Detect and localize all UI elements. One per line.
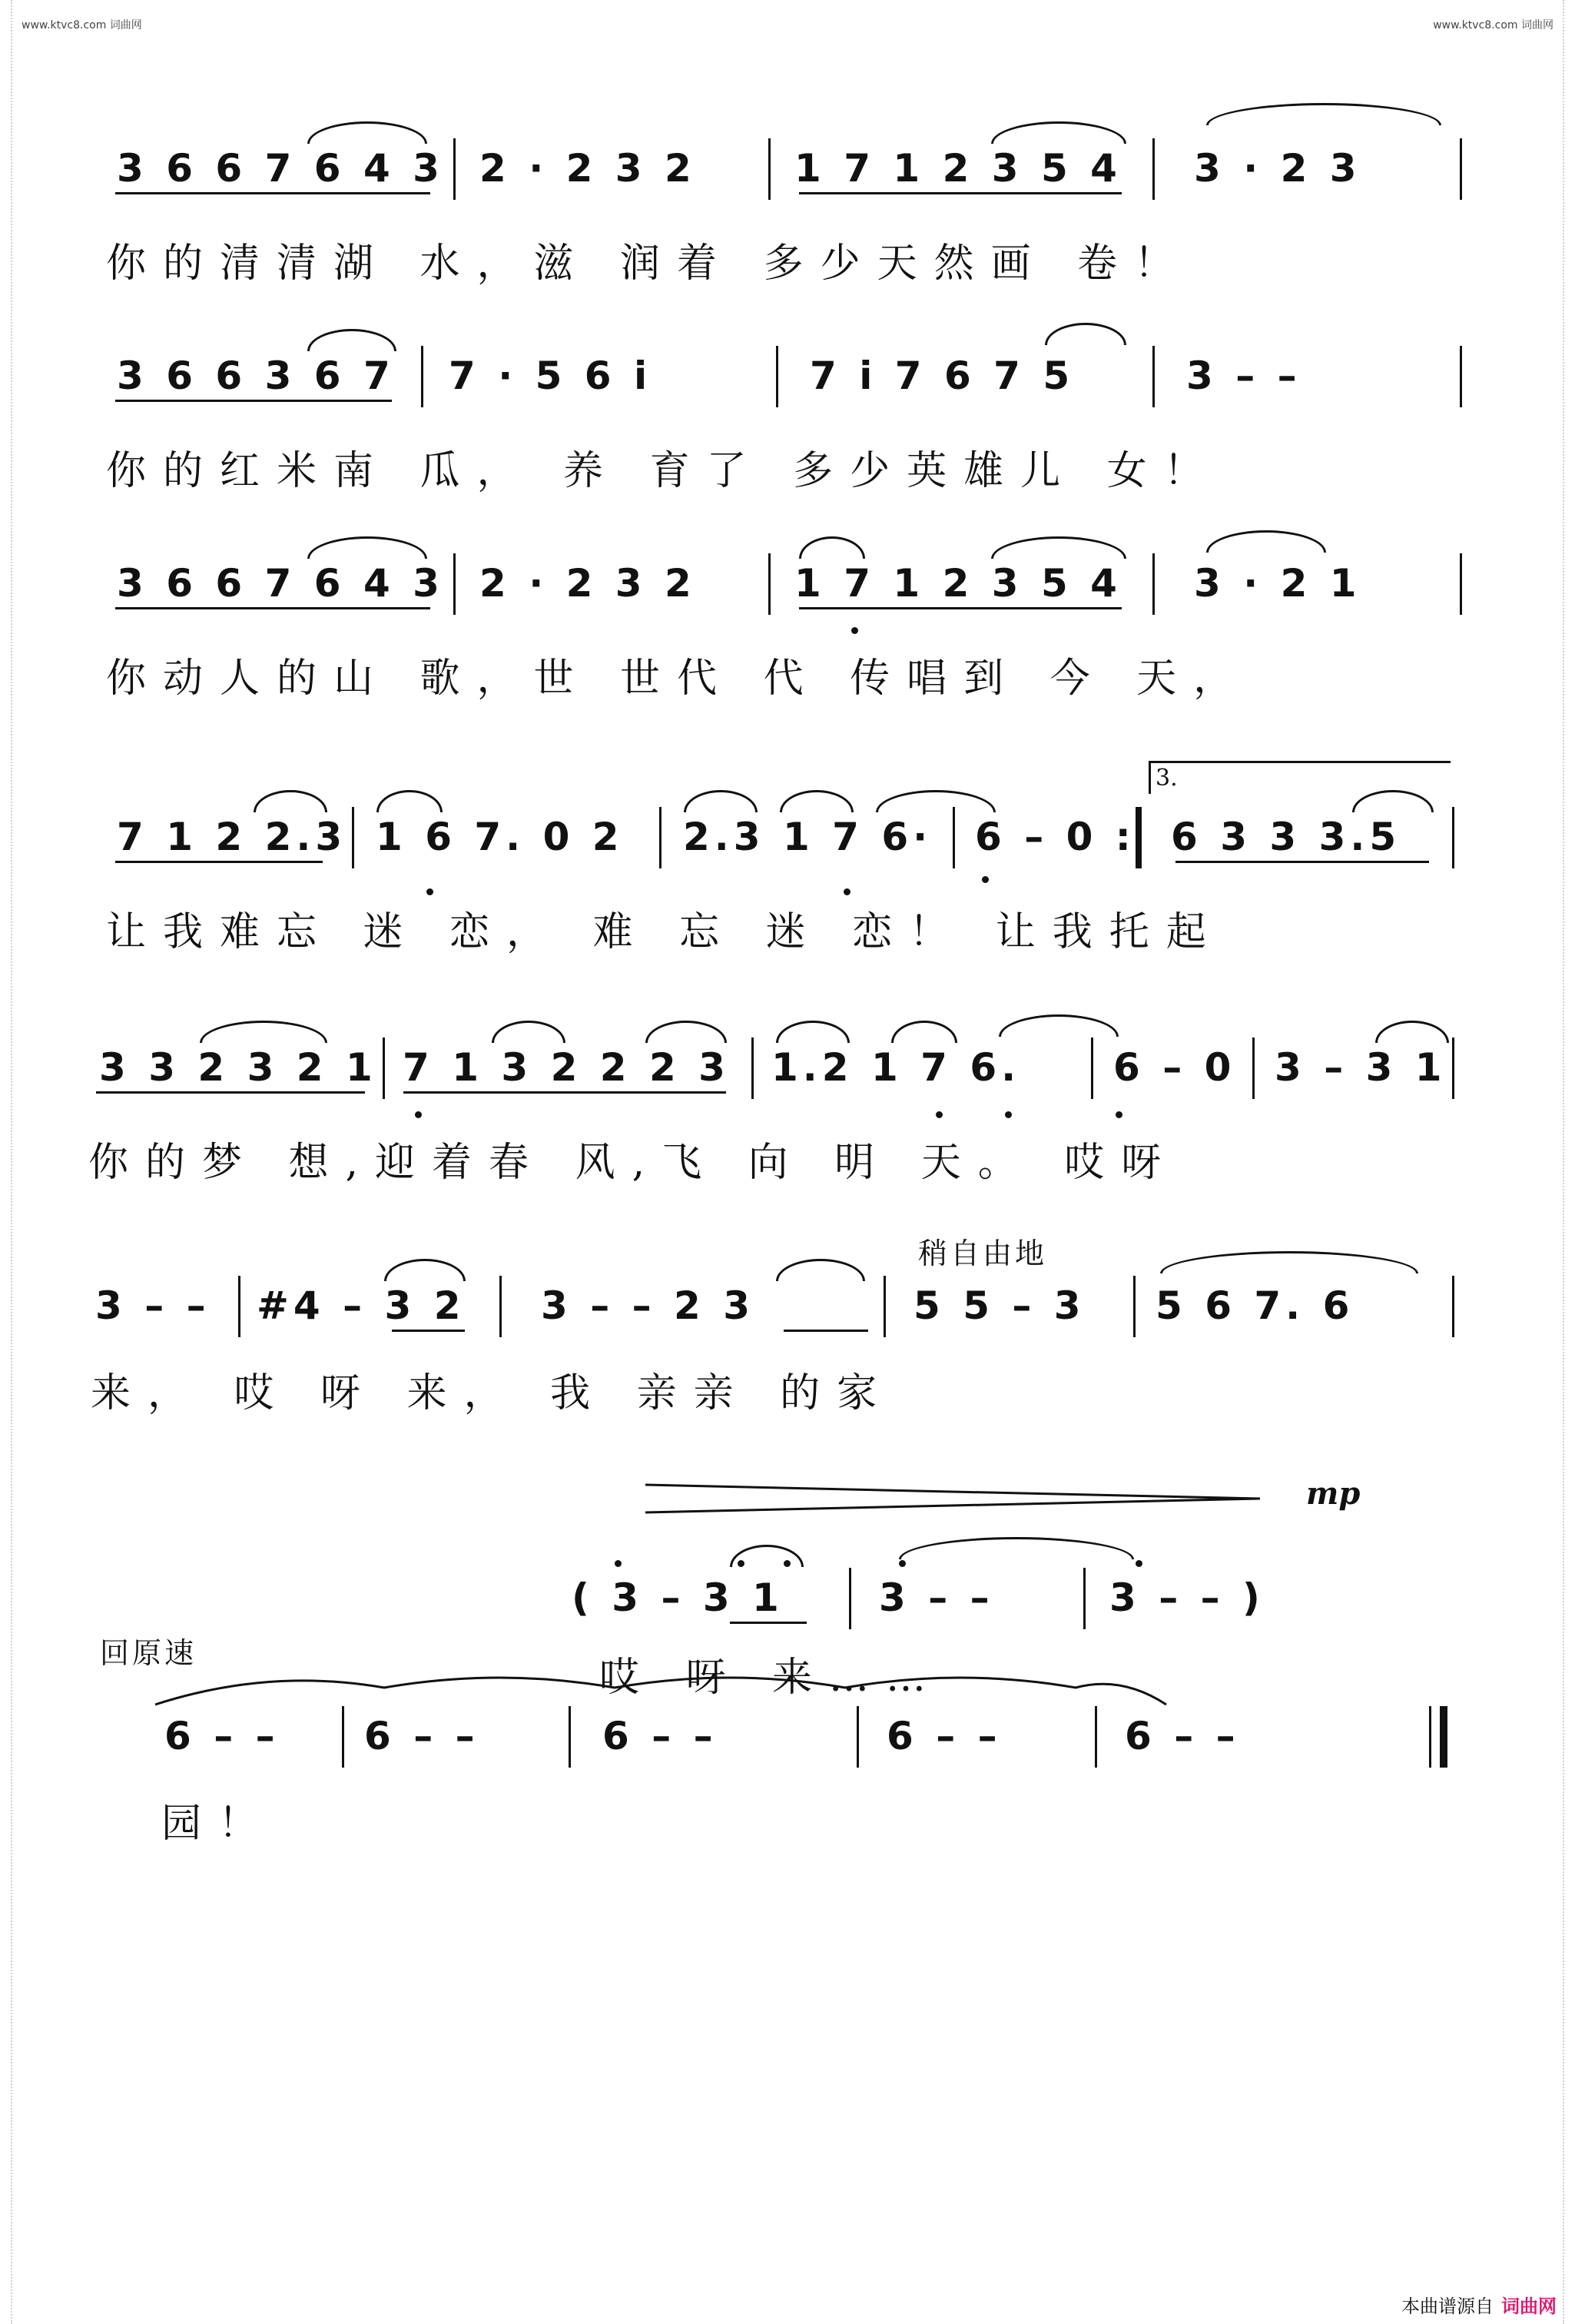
slur [780, 790, 854, 812]
barline [768, 553, 771, 615]
measure: #4 – 3 2 [257, 1283, 466, 1328]
notes-row-6 [85, 1283, 221, 1328]
notes-row-7 [868, 1575, 1005, 1620]
slur [1160, 1251, 1418, 1273]
notes-row-1 [784, 146, 1132, 191]
barline [1252, 1038, 1255, 1099]
measure: 7 1 2 2.3 [117, 815, 347, 859]
notes-row-6 [903, 1283, 1096, 1328]
tempo-marking: 稍自由地 [918, 1237, 1048, 1270]
notes-row-2 [106, 354, 406, 398]
barline [849, 1568, 851, 1629]
notes-row-8 [592, 1714, 728, 1758]
notes-row-7 [561, 1575, 794, 1620]
low-octave-dot [415, 1111, 422, 1118]
measure: 6 – – [364, 1714, 479, 1758]
measure: ( 3 – 3 1 [572, 1575, 784, 1620]
slur [384, 1259, 466, 1281]
beam [115, 861, 323, 863]
lyrics-row-6: 来， 哎 呀 来， 我 亲亲 的家 [91, 1370, 894, 1416]
notes-row-8 [1114, 1714, 1251, 1758]
measure: 6 – – [1125, 1714, 1240, 1758]
footer-credit [1401, 2291, 1557, 2318]
notes-row-8 [154, 1714, 290, 1758]
notes-row-2 [799, 354, 1085, 398]
measure: 1 7 1 2 3 5 4 [794, 146, 1122, 191]
barline [569, 1706, 571, 1768]
beam [115, 400, 392, 402]
notes-row-4 [672, 815, 943, 859]
slur [645, 1021, 727, 1043]
barline [1152, 553, 1155, 615]
beam [784, 1330, 868, 1332]
barline [453, 553, 456, 615]
high-octave-dot [1136, 1560, 1142, 1567]
notes-row-2 [438, 354, 662, 398]
barline [1152, 346, 1155, 407]
slur [307, 536, 427, 559]
slur [799, 536, 865, 559]
notes-row-4 [106, 815, 357, 859]
notes-row-1 [469, 146, 707, 191]
measure: 3 – – [95, 1283, 211, 1328]
volta-number: 3. [1156, 765, 1178, 792]
footer-brand[interactable]: 词曲网 [1501, 2296, 1557, 2317]
notes-row-5 [1102, 1045, 1246, 1090]
measure: 7 i 7 6 7 5 [810, 354, 1075, 398]
low-octave-dot [982, 876, 989, 883]
low-octave-dot [851, 627, 858, 634]
barline [1133, 1276, 1136, 1337]
high-octave-dot [899, 1560, 906, 1567]
barline [1460, 553, 1462, 615]
beam [799, 607, 1122, 609]
barline [1091, 1038, 1093, 1099]
notes-row-1 [106, 146, 455, 191]
beam [115, 607, 430, 609]
barline [453, 138, 456, 200]
barline [1452, 1038, 1454, 1099]
tempo-marking: 回原速 [100, 1636, 197, 1670]
notes-row-2 [1175, 354, 1312, 398]
measure: 3 3 2 3 2 1 [99, 1045, 377, 1090]
barline [751, 1038, 754, 1099]
notes-row-4 [1160, 815, 1411, 859]
barline [352, 807, 354, 868]
lyrics-row-8: 园！ [161, 1801, 276, 1847]
barline [1460, 346, 1462, 407]
slur [200, 1021, 327, 1043]
measure: 7 1 3 2 2 2 3 [403, 1045, 730, 1090]
left-margin-strip [0, 0, 12, 2324]
measure: 3 · 2 3 [1194, 146, 1361, 191]
barline [1452, 807, 1454, 868]
barline [857, 1706, 859, 1768]
slur [684, 790, 758, 812]
notes-row-4 [365, 815, 635, 859]
slur [254, 790, 327, 812]
measure: 3 – – 2 3 [541, 1283, 754, 1328]
notes-row-7 [1099, 1575, 1275, 1620]
slur [307, 329, 396, 351]
dynamic-marking: mp [1306, 1476, 1361, 1512]
final-barline-thick [1440, 1706, 1447, 1768]
barline [342, 1706, 344, 1768]
measure: 1.2 1 7 6. [771, 1045, 1021, 1090]
beam [392, 1330, 465, 1332]
measure: 6 – – [602, 1714, 718, 1758]
beam [730, 1622, 807, 1624]
lyrics-row-5: 你的梦 想,迎着春 风,飞 向 明 天。 哎呀 [88, 1140, 1179, 1186]
notes-row-8 [876, 1714, 1013, 1758]
measure: 3 – – ) [1109, 1575, 1265, 1620]
barline [1460, 138, 1462, 200]
notes-row-5 [392, 1045, 741, 1090]
notes-row-6 [246, 1283, 476, 1328]
notes-row-3 [106, 561, 455, 606]
header-left-watermark: www.ktvc8.com 词曲网 [22, 19, 142, 32]
notes-row-5 [1264, 1045, 1457, 1090]
measure: 3 6 6 3 6 7 [117, 354, 395, 398]
measure: 2 · 2 3 2 [479, 561, 696, 606]
measure: 3 – 3 1 [1275, 1045, 1447, 1090]
low-octave-dot [426, 888, 433, 895]
volta-bracket [1149, 761, 1451, 794]
measure: 5 5 – 3 [914, 1283, 1086, 1328]
slur [899, 1537, 1134, 1559]
decrescendo-hairpin [645, 1483, 1260, 1514]
measure: 5 6 7. 6 [1156, 1283, 1354, 1328]
beam [799, 192, 1122, 194]
notes-row-1 [1183, 146, 1372, 191]
notes-row-3 [1183, 561, 1372, 606]
right-margin-strip [1563, 0, 1575, 2324]
measure: 1 6 7. 0 2 [376, 815, 624, 859]
measure: 1 7 1 2 3 5 4 [794, 561, 1122, 606]
measure: 2.3 1 7 6· [683, 815, 933, 859]
notes-row-4 [964, 815, 1146, 859]
barline [659, 807, 662, 868]
notes-row-6 [530, 1283, 765, 1328]
slur [1206, 530, 1326, 553]
measure: 6 – 0 : [975, 815, 1136, 859]
low-octave-dot [936, 1111, 943, 1118]
lyrics-row-2: 你的红米南 瓜， 养 育了 多少英雄儿 女！ [106, 448, 1221, 494]
lyrics-row-7: 哎 呀 来…… [599, 1655, 943, 1701]
repeat-end-barline [1136, 807, 1142, 868]
measure: 3 – – [1186, 354, 1301, 398]
measure: 3 6 6 7 6 4 3 [117, 146, 444, 191]
slur [991, 536, 1126, 559]
slur [891, 1021, 957, 1043]
beam [1175, 861, 1429, 863]
measure: 3 – – [879, 1575, 994, 1620]
measure: 6 – 0 [1113, 1045, 1236, 1090]
beam [96, 1091, 365, 1094]
high-octave-dot [738, 1560, 744, 1567]
notes-row-8 [353, 1714, 490, 1758]
notes-row-5 [88, 1045, 388, 1090]
notes-row-3 [784, 561, 1132, 606]
low-octave-dot [1116, 1111, 1122, 1118]
slur [1045, 323, 1126, 345]
barline [1152, 138, 1155, 200]
barline [1083, 1568, 1086, 1629]
lyrics-row-4: 让我难忘 迷 恋， 难 忘 迷 恋！ 让我托起 [106, 909, 1223, 955]
high-octave-dot [615, 1560, 622, 1567]
lyrics-row-1: 你的清清湖 水，滋 润着 多少天然画 卷！ [106, 241, 1192, 287]
footer-source: 本曲谱源自 [1401, 2296, 1494, 2317]
header-right-watermark: www.ktvc8.com 词曲网 [1433, 19, 1553, 32]
long-tie [154, 1668, 1168, 1706]
slur [999, 1014, 1119, 1037]
slur [492, 1021, 565, 1043]
measure: 6 – – [887, 1714, 1002, 1758]
slur [776, 1021, 850, 1043]
barline [238, 1276, 240, 1337]
barline [776, 346, 778, 407]
slur [876, 790, 996, 812]
low-octave-dot [844, 888, 850, 895]
notes-row-3 [469, 561, 707, 606]
barline [499, 1276, 502, 1337]
notes-row-5 [761, 1045, 1031, 1090]
final-barline-thin [1429, 1706, 1431, 1768]
measure: 6 – – [164, 1714, 280, 1758]
measure: 7 · 5 6 i [449, 354, 652, 398]
measure: 6 3 3 3.5 [1171, 815, 1401, 859]
beam [115, 192, 430, 194]
beam [403, 1091, 726, 1094]
lyrics-row-3: 你动人的山 歌，世 世代 代 传唱到 今 天， [106, 656, 1251, 702]
low-octave-dot [1005, 1111, 1012, 1118]
slur [776, 1259, 865, 1281]
slur [991, 121, 1126, 144]
slur [307, 121, 427, 144]
barline [421, 346, 423, 407]
notes-row-6 [1145, 1283, 1364, 1328]
barline [1452, 1276, 1454, 1337]
barline [383, 1038, 385, 1099]
high-octave-dot [784, 1560, 791, 1567]
measure: 3 · 2 1 [1194, 561, 1361, 606]
barline [884, 1276, 886, 1337]
barline [1095, 1706, 1097, 1768]
measure: 2 · 2 3 2 [479, 146, 696, 191]
slur [1375, 1021, 1449, 1043]
measure: 3 6 6 7 6 4 3 [117, 561, 444, 606]
slur [376, 790, 443, 812]
barline [768, 138, 771, 200]
barline [953, 807, 955, 868]
slur [1206, 103, 1441, 125]
